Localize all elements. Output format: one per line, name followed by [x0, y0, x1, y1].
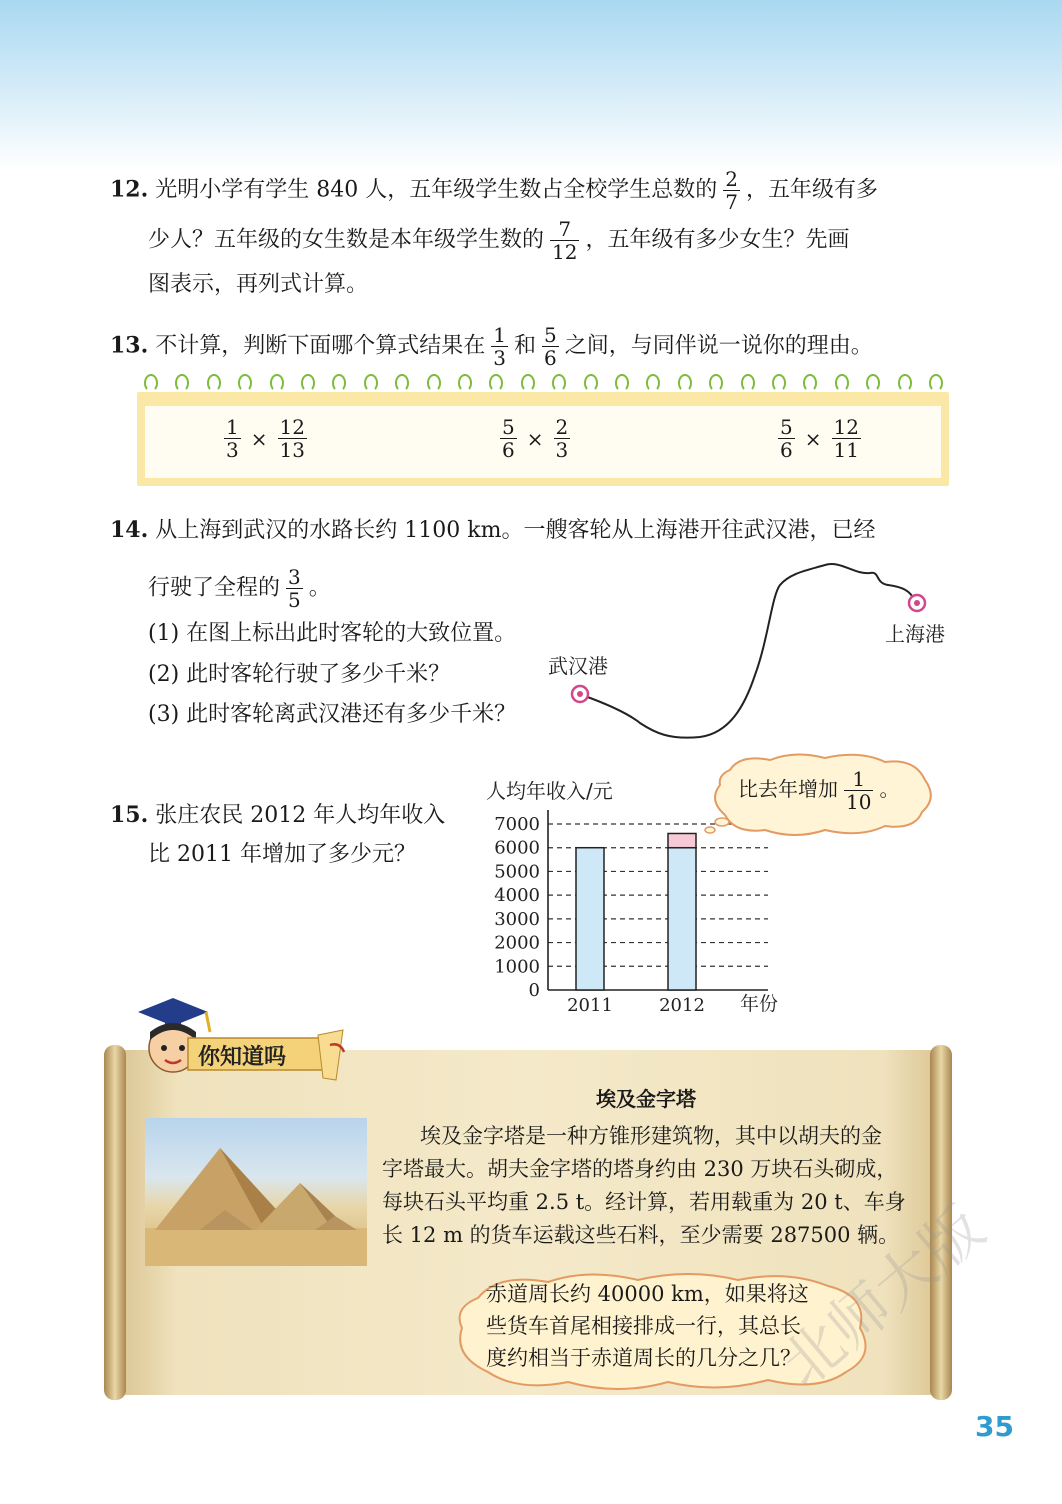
- binder-ring: [772, 374, 786, 392]
- fraction: $\frac{3}{5}$: [288, 565, 301, 612]
- fraction: $\frac{5}{6}$: [544, 323, 557, 370]
- river-route-map: [540, 555, 960, 750]
- cloud-line1: 赤道周长约 40000 km，如果将这: [486, 1282, 809, 1306]
- know-paragraph-line2: 字塔最大。胡夫金字塔的塔身约由 230 万块石头砌成，: [382, 1157, 898, 1181]
- binder-ring: [175, 374, 189, 392]
- expression-1: $\frac{1}{3}$ × $\frac{12}{13}$: [226, 415, 305, 462]
- q14-sub2: (2) 此时客轮行驶了多少千米？: [148, 662, 451, 687]
- binder-ring: [929, 374, 943, 392]
- binder-ring: [521, 374, 535, 392]
- pyramid-image: [145, 1118, 367, 1266]
- header-band: [0, 0, 1062, 170]
- bar-2011: [576, 848, 604, 990]
- know-paragraph-line4: 长 12 m 的货车运载这些石料，至少需要 287500 辆。: [382, 1223, 900, 1247]
- river-route: [582, 564, 915, 738]
- x-axis-label: 年份: [740, 993, 779, 1015]
- wuhan-port-marker: [572, 686, 588, 702]
- y-tick-label: 5000: [494, 861, 540, 883]
- q15-line2: 比 2011 年增加了多少元？: [148, 842, 416, 867]
- y-tick-label: 4000: [494, 885, 540, 907]
- q14-sub3: (3) 此时客轮离武汉港还有多少千米？: [148, 702, 517, 727]
- y-axis-label: 人均年收入/元: [486, 779, 613, 803]
- y-tick-label: 2000: [494, 932, 540, 954]
- q12-number: 12.: [110, 176, 149, 203]
- y-tick-label: 3000: [494, 908, 540, 930]
- binder-ring: [238, 374, 252, 392]
- shanghai-port-marker: [909, 595, 925, 611]
- binder-ring: [458, 374, 472, 392]
- q12-line3: 图表示，再列式计算。: [148, 272, 369, 297]
- q14-sub1: (1) 在图上标出此时客轮的大致位置。: [148, 621, 517, 646]
- binder-rings: [140, 374, 950, 398]
- binder-ring: [646, 374, 660, 392]
- bar-increase-2012: [668, 833, 696, 847]
- expression-3: $\frac{5}{6}$ × $\frac{12}{11}$: [780, 415, 859, 462]
- q14-line1: 14. 从上海到武汉的水路长约 1100 km。一艘客轮从上海港开往武汉港，已经: [110, 517, 876, 543]
- q12-line2: 少人？五年级的女生数是本年级学生数的 $\frac{7}{12}$ ，五年级有多少女生？先画: [148, 217, 850, 264]
- q14-line2: 行驶了全程的 $\frac{3}{5}$ 。: [148, 565, 331, 612]
- q12-line1: 12. 光明小学有学生 840 人，五年级学生数占全校学生总数的 $\frac{2}{7}$ ，五年级有多: [110, 167, 879, 214]
- y-tick-label: 6000: [494, 837, 540, 859]
- y-tick-label: 7000: [494, 814, 540, 835]
- binder-ring: [615, 374, 629, 392]
- binder-ring: [866, 374, 880, 392]
- fraction: $\frac{2}{7}$: [725, 167, 738, 214]
- binder-ring: [207, 374, 221, 392]
- binder-ring: [898, 374, 912, 392]
- binder-ring: [552, 374, 566, 392]
- cloud-line2: 些货车首尾相接排成一行，其总长: [486, 1314, 801, 1338]
- binder-ring: [741, 374, 755, 392]
- binder-ring: [144, 374, 158, 392]
- binder-ring: [835, 374, 849, 392]
- shanghai-label: 上海港: [885, 622, 945, 646]
- scroll-rod-left: [104, 1045, 126, 1400]
- fraction: $\frac{7}{12}$: [552, 217, 578, 264]
- publisher-watermark: 北师大版: [768, 1192, 998, 1401]
- bubble-text: 比去年增加 $\frac{1}{10}$ 。: [738, 767, 900, 814]
- expression-2: $\frac{5}{6}$ × $\frac{2}{3}$: [502, 415, 569, 462]
- binder-ring: [395, 374, 409, 392]
- bar-2012: [668, 848, 696, 990]
- fraction: $\frac{1}{3}$: [493, 323, 507, 370]
- y-tick-label: 1000: [494, 956, 540, 978]
- binder-ring: [803, 374, 817, 392]
- q13-number: 13.: [110, 332, 149, 359]
- did-you-know-badge: 你知道吗: [198, 1045, 287, 1070]
- know-title: 埃及金字塔: [596, 1087, 696, 1111]
- q15-number: 15.: [110, 802, 149, 828]
- binder-ring: [270, 374, 284, 392]
- binder-ring: [364, 374, 378, 392]
- binder-ring: [301, 374, 315, 392]
- binder-ring: [709, 374, 723, 392]
- binder-ring: [332, 374, 346, 392]
- q15-line1: 15. 张庄农民 2012 年人均年收入: [110, 802, 446, 828]
- wuhan-label: 武汉港: [548, 654, 608, 678]
- pyramid-photo: [145, 1118, 367, 1266]
- binder-ring: [427, 374, 441, 392]
- binder-ring: [584, 374, 598, 392]
- x-tick-label: 2011: [567, 995, 613, 1016]
- x-tick-label: 2012: [659, 995, 705, 1016]
- page-number: 35: [975, 1410, 1014, 1443]
- binder-ring: [678, 374, 692, 392]
- q14-number: 14.: [110, 517, 149, 543]
- y-tick-label: 0: [528, 980, 540, 1001]
- know-paragraph-line3: 每块石头平均重 2.5 t。经计算，若用载重为 20 t、车身: [382, 1190, 906, 1214]
- know-paragraph-line1: 埃及金字塔是一种方锥形建筑物，其中以胡夫的金: [420, 1124, 882, 1148]
- binder-ring: [489, 374, 503, 392]
- q13-line: 13. 不计算，判断下面哪个算式结果在 $\frac{1}{3}$ 和 $\frac{5}{6}$ 之间，与同伴说一说你的理由。: [110, 323, 873, 370]
- cloud-line3: 度约相当于赤道周长的几分之几？: [486, 1346, 801, 1370]
